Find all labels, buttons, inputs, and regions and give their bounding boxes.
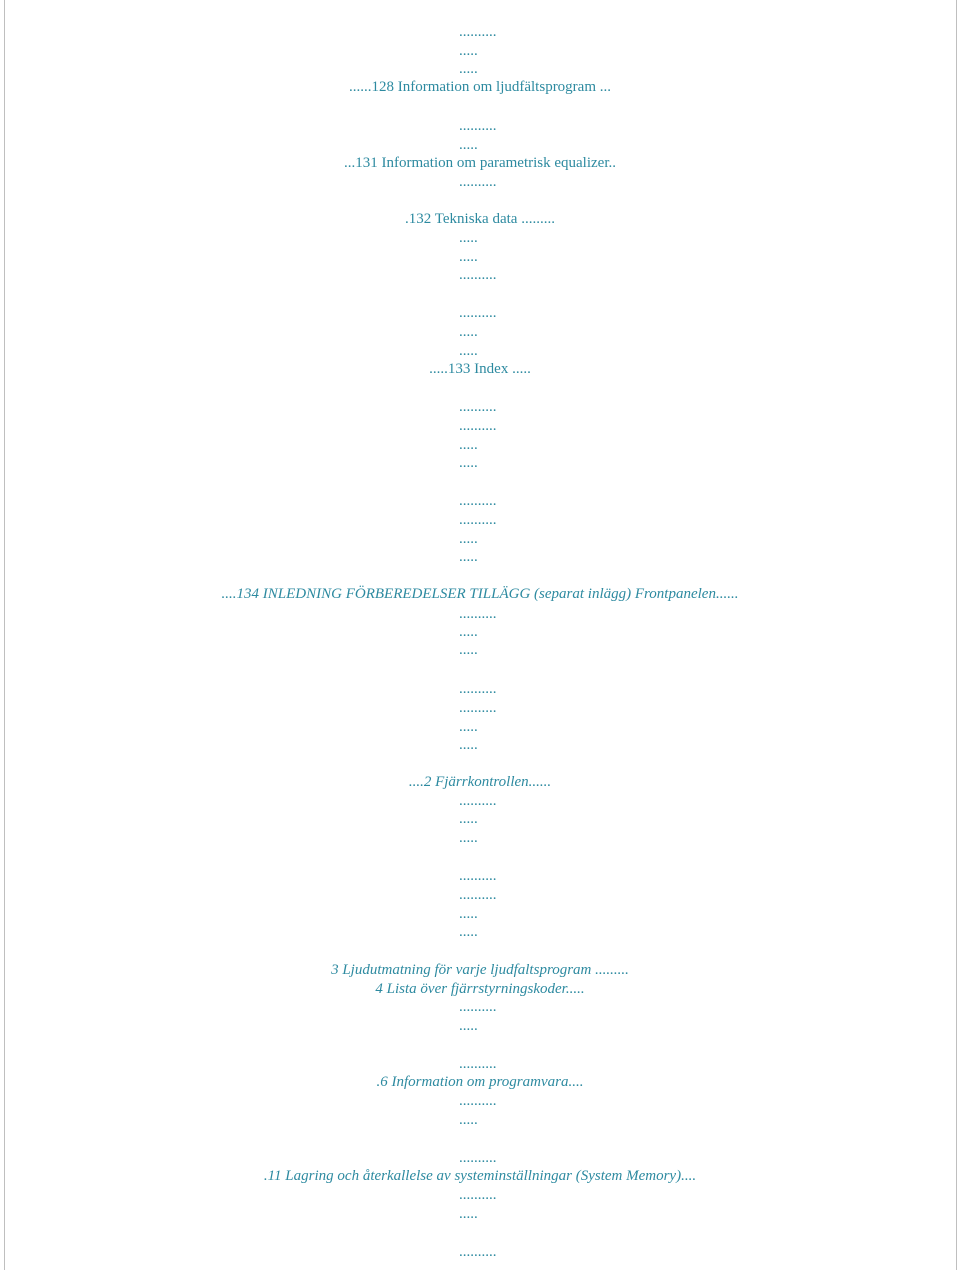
dot-leader: .......... — [459, 24, 497, 40]
dot-leader: .......... — [459, 118, 497, 134]
toc-entry-133[interactable]: .....133 Index ..... — [429, 361, 531, 377]
dot-leader: .......... — [459, 493, 497, 509]
toc-entry-131[interactable]: ...131 Information om parametrisk equalizer.. — [344, 155, 616, 171]
dot-leader: ..... — [459, 455, 478, 471]
dot-leader: .......... — [459, 1056, 497, 1072]
dot-leader: ..... — [459, 549, 478, 565]
dot-leader: ..... — [459, 642, 478, 658]
dot-leader: ..... — [459, 1206, 478, 1222]
dot-leader: ..... — [459, 137, 478, 153]
toc-entry-4[interactable]: 4 Lista över fjärrstyrningskoder..... — [375, 981, 585, 997]
dot-leader: .......... — [459, 174, 497, 190]
dot-leader: ..... — [459, 811, 478, 827]
dot-leader: .......... — [459, 1244, 497, 1260]
dot-leader: .......... — [459, 700, 497, 716]
dot-leader: .......... — [459, 999, 497, 1015]
dot-leader: ..... — [459, 531, 478, 547]
toc-entry-2[interactable]: ....2 Fjärrkontrollen...... — [408, 774, 552, 790]
toc-entry-3[interactable]: 3 Ljudutmatning för varje ljudfaltsprogram ......... — [331, 962, 629, 978]
toc-entry-134[interactable]: ....134 INLEDNING FÖRBEREDELSER TILLÄGG (separat inlägg) Frontpanelen...... — [221, 586, 739, 602]
dot-leader: .......... — [459, 793, 497, 809]
dot-leader: ..... — [459, 249, 478, 265]
dot-leader: ..... — [459, 343, 478, 359]
toc-entry-132[interactable]: .132 Tekniska data ......... — [405, 211, 555, 227]
dot-leader: .......... — [459, 1187, 497, 1203]
dot-leader: .......... — [459, 512, 497, 528]
dot-leader: ..... — [459, 719, 478, 735]
dot-leader: .......... — [459, 418, 497, 434]
toc-entry-6[interactable]: .6 Information om programvara.... — [376, 1074, 584, 1090]
dot-leader: .......... — [459, 1150, 497, 1166]
dot-leader: ..... — [459, 230, 478, 246]
dot-leader: ..... — [459, 61, 478, 77]
dot-leader: .......... — [459, 305, 497, 321]
toc-entry-11[interactable]: .11 Lagring och återkallelse av systeminställningar (System Memory).... — [263, 1168, 697, 1184]
dot-leader: .......... — [459, 606, 497, 622]
toc-entry-128[interactable]: ......128 Information om ljudfältsprogram ... — [348, 79, 612, 95]
dot-leader: ..... — [459, 43, 478, 59]
dot-leader: .......... — [459, 399, 497, 415]
dot-leader: .......... — [459, 887, 497, 903]
dot-leader: ..... — [459, 437, 478, 453]
dot-leader: ..... — [459, 624, 478, 640]
dot-leader: .......... — [459, 681, 497, 697]
dot-leader: .......... — [459, 868, 497, 884]
dot-leader: ..... — [459, 324, 478, 340]
dot-leader: ..... — [459, 830, 478, 846]
dot-leader: ..... — [459, 924, 478, 940]
dot-leader: ..... — [459, 1112, 478, 1128]
dot-leader: ..... — [459, 737, 478, 753]
dot-leader: ..... — [459, 1018, 478, 1034]
dot-leader: ..... — [459, 906, 478, 922]
dot-leader: .......... — [459, 1093, 497, 1109]
dot-leader: .......... — [459, 267, 497, 283]
